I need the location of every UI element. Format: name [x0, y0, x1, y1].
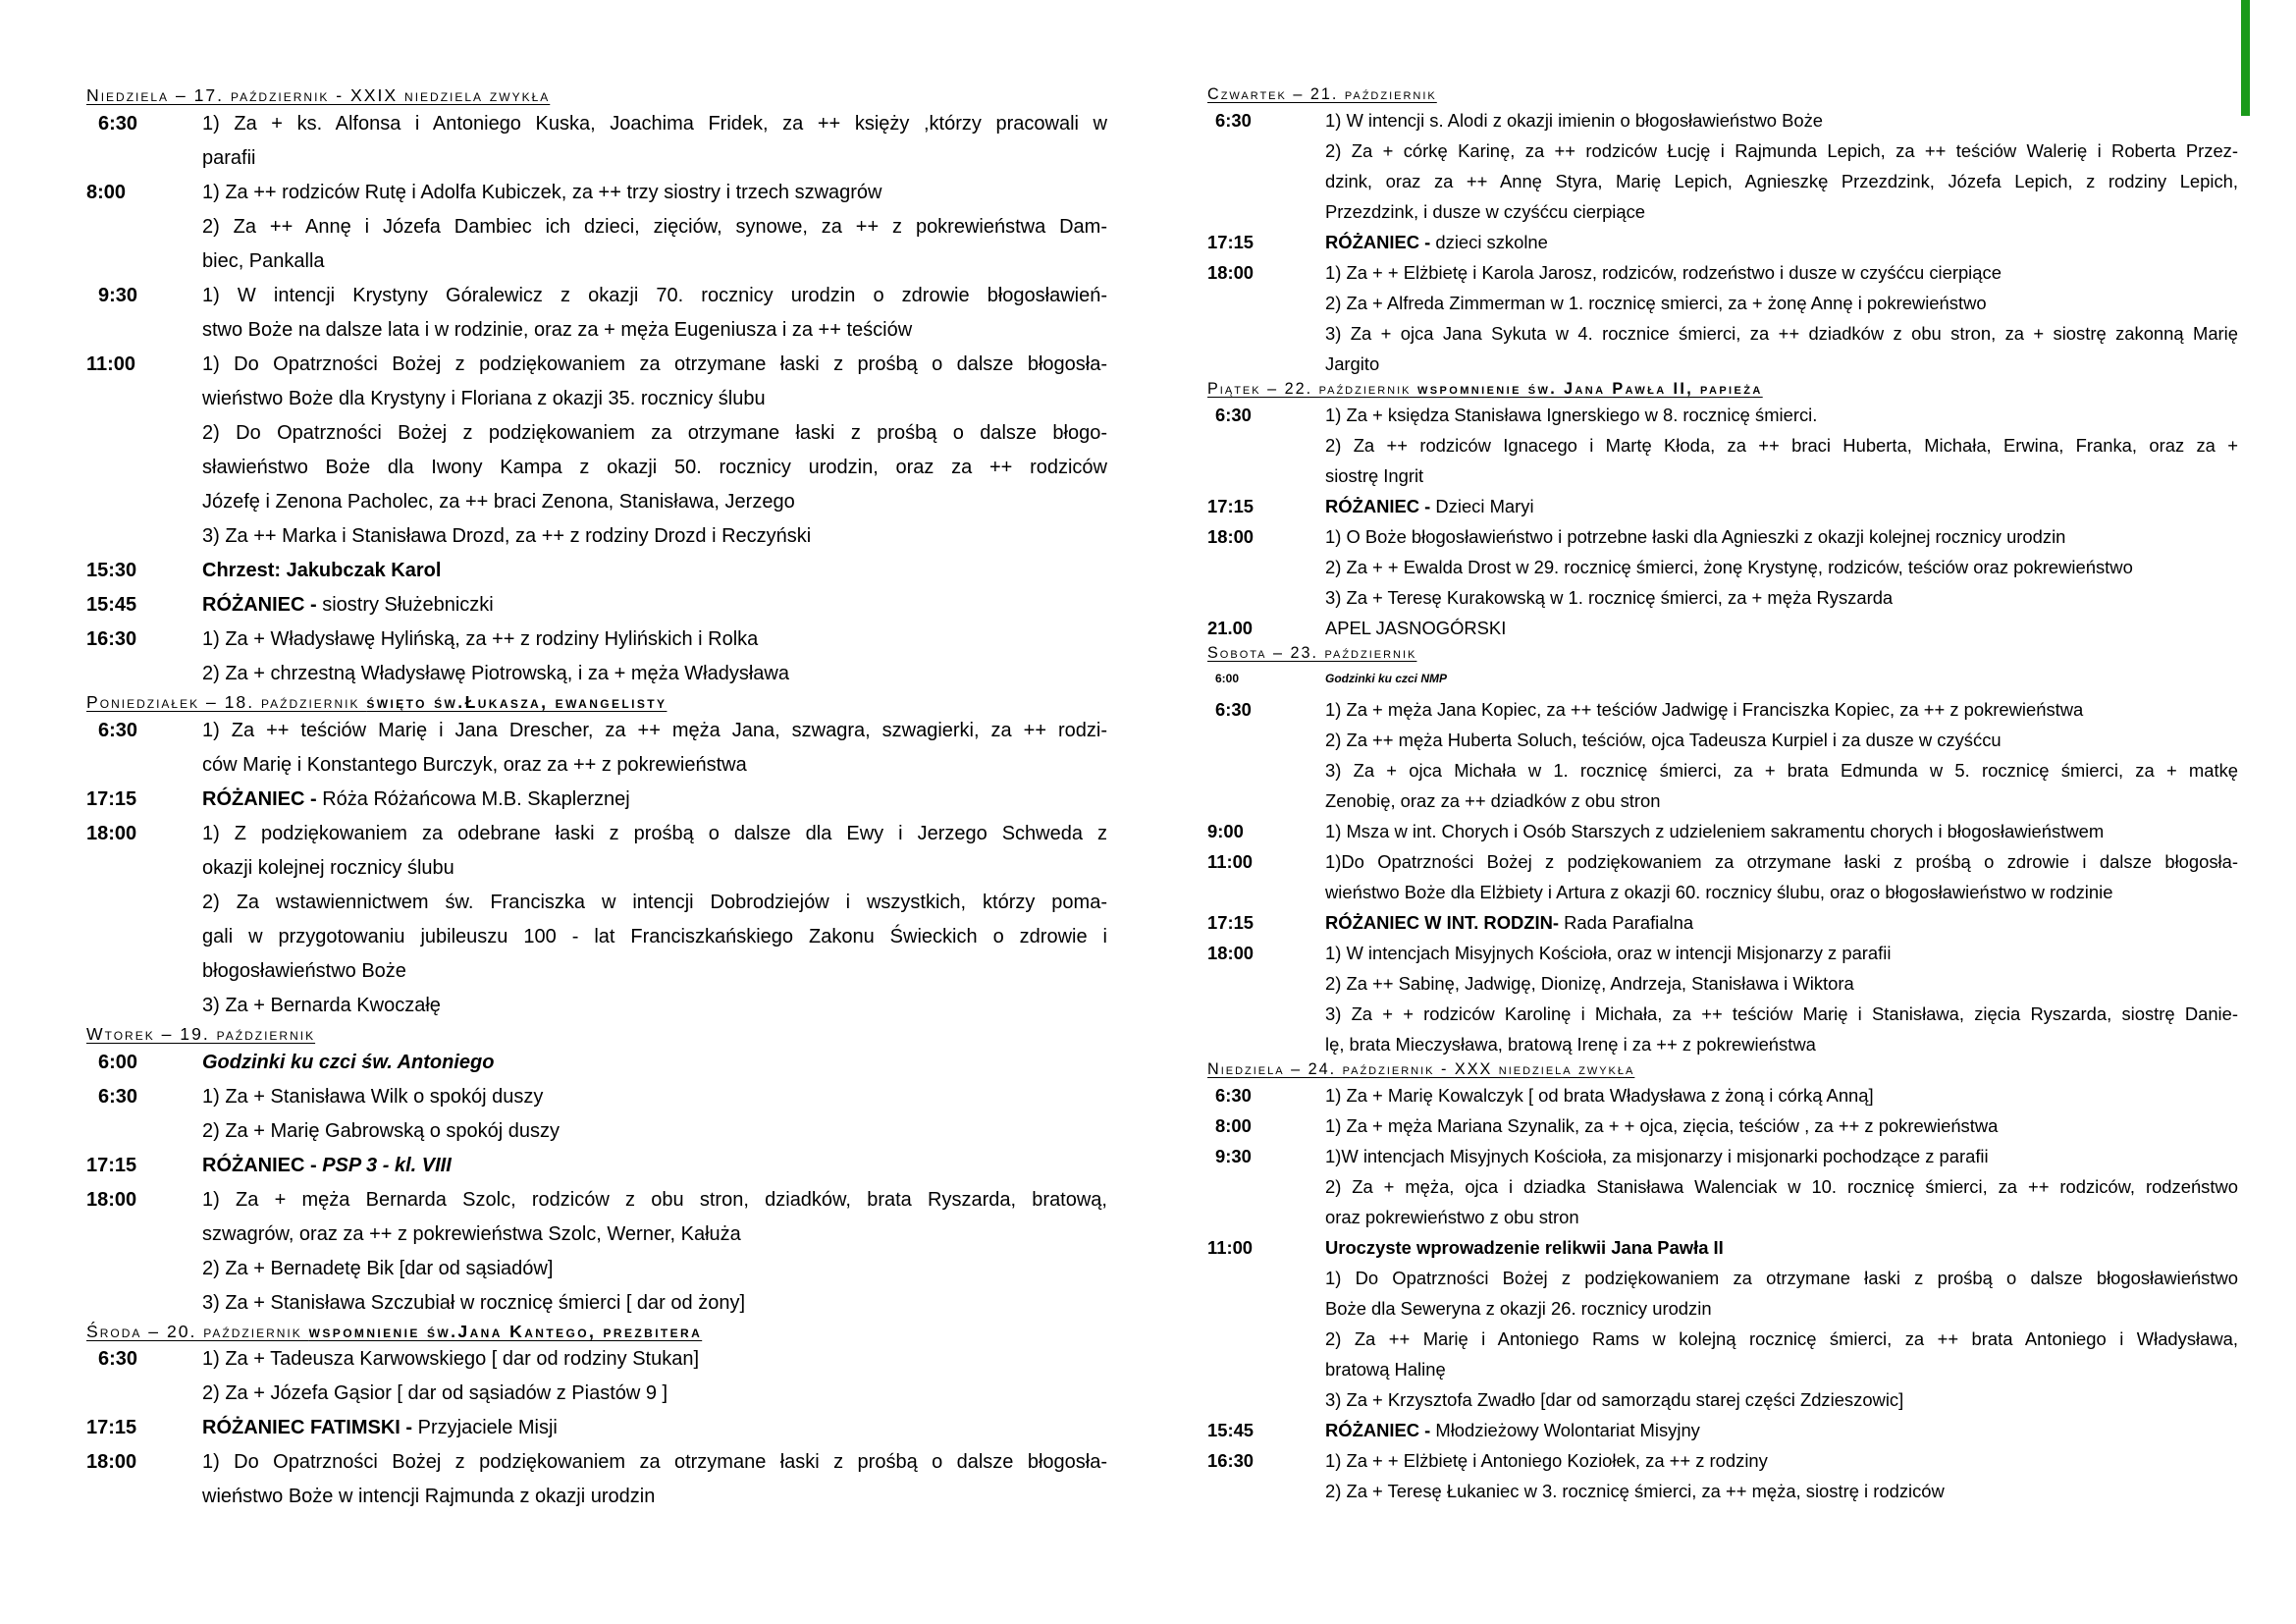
intention-line: 1) W intencji Krystyny Góralewicz z okazji 70. rocznicy urodzin o zdrowie błogosławień-	[202, 284, 1107, 306]
day-heading: Czwartek – 21. październik	[1207, 85, 1437, 103]
mass-time: 9:00	[1207, 821, 1244, 842]
mass-time: 6:30	[1215, 405, 1252, 426]
schedule-entry	[1207, 816, 2238, 846]
intention-line: 1) Z podziękowaniem za odebrane łaski z prośbą o dalsze dla Ewy i Jerzego Schweda z	[202, 822, 1107, 844]
event-title: RÓŻANIEC -	[202, 1154, 323, 1176]
mass-time: 17:15	[1207, 496, 1255, 517]
intention-line: bratową Halinę	[1325, 1359, 1446, 1380]
intention-line: 2) Za + córkę Karinę, za ++ rodziców Łucję i Rajmunda Lepich, za ++ teściów Walerię i Roberta Przez-	[1325, 140, 2238, 162]
intention-line: błogosławieństwo Boże	[202, 959, 406, 982]
intentions	[1325, 491, 2238, 521]
left-column	[86, 84, 1107, 1514]
intention-line: 1) Do Opatrzności Bożej z podziękowaniem za otrzymane łaski z prośbą o dalsze błogosła-	[202, 352, 1107, 375]
intention-line: Józefę i Zenona Pacholec, za ++ braci Zenona, Stanisława, Jerzego	[202, 490, 795, 513]
feast-name: wspomnienie św. Jana Pawła II, papieża	[1417, 380, 1763, 399]
intention-line: parafii	[202, 146, 256, 169]
intentions	[1325, 907, 2238, 938]
mass-time: 17:15	[86, 787, 137, 810]
schedule-entry	[1207, 257, 2238, 379]
intention-line: 3) Za + Stanisława Szczubiał w rocznicę śmierci [ dar od żony]	[202, 1291, 745, 1314]
intentions	[1325, 1080, 2238, 1110]
intention-line: 1) Za + Marię Kowalczyk [ od brata Władysława z żoną i córką Anną]	[1325, 1085, 1874, 1107]
day-heading: Sobota – 23. październik	[1207, 644, 1417, 663]
mass-time: 11:00	[1207, 851, 1254, 873]
intention-line: gali w przygotowaniu jubileuszu 100 - lat Franciszkańskiego Zakonu Świeckich o zdrowie i	[202, 925, 1107, 947]
schedule-entry	[1207, 1415, 2238, 1445]
mass-time: 15:30	[86, 559, 137, 581]
intention-line: 1) Za + Tadeusza Karwowskiego [ dar od rodziny Stukan]	[202, 1348, 700, 1371]
mass-time: 6:30	[1215, 1085, 1252, 1107]
intention-line: RÓŻANIEC FATIMSKI - Przyjaciele Misji	[202, 1417, 558, 1439]
mass-time: 17:15	[1207, 232, 1255, 253]
schedule-entry	[86, 107, 1107, 176]
intentions	[1325, 400, 2238, 491]
mass-time: 18:00	[1207, 262, 1255, 284]
event-title: RÓŻANIEC -	[202, 787, 323, 810]
intention-line: 2) Za wstawiennictwem św. Franciszka w intencji Dobrodziejów i wszystkich, którzy poma-	[202, 891, 1107, 913]
schedule-entry	[86, 714, 1107, 783]
intention-line: 2) Za ++ Marię i Antoniego Rams w kolejną rocznicę śmierci, za ++ brata Antoniego i Władysława,	[1325, 1328, 2238, 1350]
intention-line: 2) Za + męża, ojca i dziadka Stanisława Walenciak w 10. rocznicę śmierci, za ++ rodziców, rodzeństwo	[1325, 1176, 2238, 1198]
intentions	[202, 348, 1107, 554]
mass-time: 6:30	[98, 1085, 138, 1108]
intention-line: Przezdzink, i dusze w czyśćcu cierpiące	[1325, 201, 1646, 223]
schedule-entry	[86, 1046, 1107, 1080]
intention-line	[202, 1046, 1107, 1080]
intention-line: 1) Za + + Elżbietę i Karola Jarosz, rodziców, rodzeństwo i dusze w czyśćcu cierpiące	[1325, 262, 2002, 284]
intention-line: 2) Za + chrzestną Władysławę Piotrowską, i za + męża Władysława	[202, 662, 789, 684]
intention-line: wieństwo Boże dla Elżbiety i Artura z okazji 60. rocznicy ślubu, oraz o błogosławieństwo w rodzinie	[1325, 882, 2113, 903]
intention-line: 1) Za + księdza Stanisława Ignerskiego w 8. rocznicę śmierci.	[1325, 405, 1818, 426]
mass-time: 11:00	[1207, 1237, 1254, 1259]
schedule-entry	[86, 1342, 1107, 1411]
intention-line: 3) Za + Krzysztofa Zwadło [dar od samorządu starej części Zdzieszowic]	[1325, 1389, 1904, 1411]
intention-line: 3) Za ++ Marka i Stanisława Drozd, za ++ z rodziny Drozd i Reczyński	[202, 524, 812, 547]
intention-line: dzink, oraz za ++ Annę Styra, Marię Lepich, Agnieszkę Przezdzink, Józefa Lepich, z rodziny Lepich,	[1325, 171, 2238, 192]
intention-line: RÓŻANIEC - Dzieci Maryi	[1325, 496, 1534, 517]
mass-time: 9:30	[1215, 1146, 1252, 1167]
intention-line: 2) Za ++ rodziców Ignacego i Martę Kłoda, za ++ braci Huberta, Michała, Erwina, Franka, oraz za +	[1325, 435, 2238, 457]
schedule-entry	[1207, 907, 2238, 938]
mass-time: 6:00	[1215, 672, 1240, 686]
schedule-entry	[86, 817, 1107, 1023]
intentions	[202, 783, 1107, 817]
intentions	[202, 1080, 1107, 1149]
schedule-entry	[1207, 664, 2238, 694]
schedule-entry	[1207, 521, 2238, 613]
intention-line: RÓŻANIEC - Młodzieżowy Wolontariat Misyjny	[1325, 1420, 1700, 1441]
intention-line: 2) Za + Teresę Łukaniec w 3. rocznicę śmierci, za ++ męża, siostrę i rodziców	[1325, 1481, 1945, 1502]
intention-line: 1) Do Opatrzności Bożej z podziękowaniem za otrzymane łaski z prośbą o dalsze błogosławieństwo	[1325, 1268, 2238, 1289]
schedule-entry	[1207, 846, 2238, 907]
schedule-entry	[86, 279, 1107, 348]
intentions	[202, 1411, 1107, 1445]
mass-time: 18:00	[86, 822, 137, 844]
intentions	[202, 107, 1107, 176]
schedule-entry	[1207, 613, 2238, 643]
mass-time: 18:00	[86, 1188, 137, 1211]
mass-time: 21.00	[1207, 618, 1254, 639]
intention-line: sławieństwo Boże dla Iwony Kampa z okazji 50. rocznicy urodzin, oraz za ++ rodziców	[202, 456, 1107, 478]
intention-line: 1)W intencjach Misyjnych Kościoła, za misjonarzy i misjonarki pochodzące z parafii	[1325, 1146, 1989, 1167]
mass-time: 8:00	[86, 181, 127, 203]
intentions	[1325, 694, 2238, 816]
mass-time: 6:30	[1215, 699, 1252, 721]
intentions	[202, 588, 1107, 623]
intentions	[1325, 1141, 2238, 1232]
intention-line: 1) Za + męża Jana Kopiec, za ++ teściów Jadwigę i Franciszka Kopiec, za ++ z pokrewieństwa	[1325, 699, 2084, 721]
intention-line: 2) Do Opatrzności Bożej z podziękowaniem za otrzymane łaski z prośbą o dalsze błogo-	[202, 421, 1107, 444]
mass-time: 18:00	[86, 1451, 137, 1474]
intention-line: ców Marię i Konstantego Burczyk, oraz za ++ z pokrewieństwa	[202, 753, 747, 776]
schedule-entry	[1207, 400, 2238, 491]
event-title: RÓŻANIEC FATIMSKI -	[202, 1417, 418, 1439]
event-title: Uroczyste wprowadzenie relikwii Jana Pawła II	[1325, 1237, 1724, 1259]
schedule-entry	[86, 554, 1107, 588]
intention-line: 2) Za ++ Sabinę, Jadwigę, Dionizę, Andrzeja, Stanisława i Wiktora	[1325, 973, 1854, 995]
intentions	[1325, 938, 2238, 1059]
intention-line: 1) Za ++ rodziców Rutę i Adolfa Kubiczek, za ++ trzy siostry i trzech szwagrów	[202, 181, 882, 203]
intention-line: 1) Do Opatrzności Bożej z podziękowaniem za otrzymane łaski z prośbą o dalsze błogosła-	[202, 1451, 1107, 1474]
schedule-entry	[86, 588, 1107, 623]
intention-line: stwo Boże na dalsze lata i w rodzinie, oraz za + męża Eugeniusza i za ++ teściów	[202, 318, 913, 341]
intention-line: 1) Za + męża Mariana Szynalik, za + + ojca, zięcia, teściów , za ++ z pokrewieństwa	[1325, 1115, 1999, 1137]
mass-time: 16:30	[86, 627, 137, 650]
schedule-entry	[1207, 1445, 2238, 1506]
intentions	[1325, 816, 2238, 846]
schedule-entry	[86, 1080, 1107, 1149]
intention-line: 2) Za + Marię Gabrowską o spokój duszy	[202, 1119, 561, 1142]
intention-line: 2) Za + Józefa Gąsior [ dar od sąsiadów z Piastów 9 ]	[202, 1382, 668, 1405]
green-margin-bar	[2241, 0, 2250, 116]
schedule-entry	[1207, 227, 2238, 257]
schedule-entry	[1207, 1232, 2238, 1415]
intention-line: wieństwo Boże dla Krystyny i Floriana z okazji 35. rocznicy ślubu	[202, 387, 766, 409]
intention-line: 2) Za + + Ewalda Drost w 29. rocznicę śmierci, żonę Krystynę, rodziców, teściów oraz pokrewieństwo	[1325, 557, 2133, 578]
intention-line: RÓŻANIEC W INT. RODZIN- Rada Parafialna	[1325, 912, 1694, 934]
intention-line	[202, 1149, 1107, 1183]
intentions	[202, 1342, 1107, 1411]
event-title: RÓŻANIEC W INT. RODZIN-	[1325, 912, 1565, 934]
intentions	[1325, 105, 2238, 227]
intention-line: RÓŻANIEC - dzieci szkolne	[1325, 232, 1548, 253]
schedule-entry	[1207, 1080, 2238, 1110]
schedule-entry	[86, 176, 1107, 279]
event-title: RÓŻANIEC -	[1325, 1420, 1436, 1441]
intention-line: Boże dla Seweryna z okazji 26. rocznicy urodzin	[1325, 1298, 1712, 1320]
intention-line: lę, brata Mieczysława, bratową Irenę i za ++ z pokrewieństwa	[1325, 1034, 1816, 1056]
mass-time: 8:00	[1215, 1115, 1252, 1137]
intention-line: 3) Za + Teresę Kurakowską w 1. rocznicę śmierci, za + męża Ryszarda	[1325, 587, 1894, 609]
day-heading: Niedziela – 17. październik - XXIX niedziela zwykła	[86, 85, 551, 105]
mass-time: 17:15	[1207, 912, 1255, 934]
mass-time: 18:00	[1207, 526, 1255, 548]
intention-line: 1) Za + Władysławę Hylińską, za ++ z rodziny Hylińskich i Rolka	[202, 627, 759, 650]
feast-name: święto św.Łukasza, ewangelisty	[366, 691, 667, 712]
intention-line: RÓŻANIEC - Róża Różańcowa M.B. Skaplerznej	[202, 787, 630, 810]
intention-line: 2) Za + Bernadetę Bik [dar od sąsiadów]	[202, 1257, 554, 1279]
intentions	[202, 279, 1107, 348]
event-title: RÓŻANIEC -	[1325, 232, 1436, 253]
intention-line: APEL JASNOGÓRSKI	[1325, 618, 1507, 639]
intention-line: 1) Msza w int. Chorych i Osób Starszych z udzieleniem sakramentu chorych i błogosławieństwem	[1325, 821, 2105, 842]
event-group: PSP 3 - kl. VIII	[322, 1154, 452, 1176]
schedule-entry	[1207, 694, 2238, 816]
right-column	[1207, 84, 2238, 1506]
intentions	[1325, 1445, 2238, 1506]
intention-line: oraz pokrewieństwo z obu stron	[1325, 1207, 1579, 1228]
mass-time: 9:30	[98, 284, 138, 306]
schedule-entry	[1207, 491, 2238, 521]
intentions	[202, 1183, 1107, 1321]
mass-time: 11:00	[86, 352, 136, 375]
intention-line: 2) Za ++ męża Huberta Soluch, teściów, ojca Tadeusza Kurpiel i za dusze w czyśćcu	[1325, 730, 2002, 751]
intention-line: 1) W intencjach Misyjnych Kościoła, oraz w intencji Misjonarzy z parafii	[1325, 943, 1892, 964]
mass-time: 18:00	[1207, 943, 1255, 964]
schedule-entry	[86, 1445, 1107, 1514]
mass-time: 6:30	[98, 112, 138, 135]
schedule-entry	[86, 348, 1107, 554]
schedule-entry	[1207, 1141, 2238, 1232]
mass-time: 6:30	[98, 719, 138, 741]
intentions	[1325, 257, 2238, 379]
intention-line: RÓŻANIEC - siostry Służebniczki	[202, 593, 494, 616]
intention-line: wieństwo Boże w intencji Rajmunda z okazji urodzin	[202, 1486, 656, 1508]
schedule-entry	[1207, 938, 2238, 1059]
intention-line: Godzinki ku czci NMP	[1325, 672, 1448, 686]
day-heading: Wtorek – 19. październik	[86, 1023, 316, 1044]
intentions	[1325, 846, 2238, 907]
mass-time: 15:45	[86, 593, 137, 616]
event-title: Godzinki ku czci św. Antoniego	[202, 1051, 495, 1073]
intention-line: 1) Za + męża Bernarda Szolc, rodziców z obu stron, dziadków, brata Ryszarda, bratową,	[202, 1188, 1107, 1211]
day-heading: Piątek – 22. październik wspomnienie św. Jana Pawła II, papieża	[1207, 380, 1763, 399]
event-title: RÓŻANIEC -	[1325, 496, 1436, 517]
intentions	[202, 714, 1107, 783]
mass-time: 15:45	[1207, 1420, 1255, 1441]
intention-line: 3) Za + ojca Michała w 1. rocznicę śmierci, za + brata Edmunda w 5. rocznicę śmierci, za + matkę	[1325, 760, 2238, 782]
schedule-entry	[86, 623, 1107, 691]
schedule-entry	[1207, 1110, 2238, 1141]
intentions	[1325, 1415, 2238, 1445]
schedule-entry	[86, 1183, 1107, 1321]
intentions	[1325, 1232, 2238, 1415]
intention-line: 2) Za + Alfreda Zimmerman w 1. rocznicę smierci, za + żonę Annę i pokrewieństwo	[1325, 293, 1987, 314]
mass-time: 6:00	[98, 1051, 138, 1073]
intention-line: 1) W intencji s. Alodi z okazji imienin o błogosławieństwo Boże	[1325, 110, 1823, 132]
mass-time: 17:15	[86, 1417, 137, 1439]
schedule-entry	[86, 783, 1107, 817]
day-heading: Poniedziałek – 18. październik święto św.Łukasza, ewangelisty	[86, 691, 667, 712]
schedule-entry	[1207, 105, 2238, 227]
mass-time: 17:15	[86, 1154, 137, 1176]
intention-line: 2) Za ++ Annę i Józefa Dambiec ich dzieci, zięciów, synowe, za ++ z pokrewieństwa Dam-	[202, 215, 1107, 238]
intentions	[1325, 613, 2238, 643]
intentions	[202, 1445, 1107, 1514]
intention-line: 3) Za + Bernarda Kwoczałę	[202, 994, 441, 1016]
day-heading: Niedziela – 24. październik - XXX niedziela zwykła	[1207, 1060, 1635, 1079]
intentions	[202, 1046, 1107, 1080]
event-title: RÓŻANIEC -	[202, 593, 323, 616]
intention-line: szwagrów, oraz za ++ z pokrewieństwa Szolc, Werner, Kałuża	[202, 1222, 741, 1245]
intention-line: biec, Pankalla	[202, 249, 325, 272]
day-heading: Środa – 20. październik wspomnienie św.Jana Kantego, prezbitera	[86, 1321, 703, 1341]
intention-line: 3) Za + + rodziców Karolinę i Michała, za ++ teściów Marię i Stanisława, zięcia Ryszarda, siostrę Danie-	[1325, 1003, 2238, 1025]
mass-time: 6:30	[1215, 110, 1252, 132]
intention-line: 3) Za + ojca Jana Sykuta w 4. rocznice śmierci, za ++ dziadków z obu stron, za + siostrę zakonną Marię	[1325, 323, 2238, 345]
mass-time: 16:30	[1207, 1450, 1255, 1472]
intention-line: 1) O Boże błogosławieństwo i potrzebne łaski dla Agnieszki z okazji kolejnej rocznicy urodzin	[1325, 526, 2066, 548]
schedule-entry	[86, 1149, 1107, 1183]
mass-time: 6:30	[98, 1348, 138, 1371]
intention-line: okazji kolejnej rocznicy ślubu	[202, 856, 454, 879]
intentions	[202, 176, 1107, 279]
intention-line: 1) Za + ks. Alfonsa i Antoniego Kuska, Joachima Fridek, za ++ księży ,którzy pracowali w	[202, 112, 1107, 135]
intention-line: 1)Do Opatrzności Bożej z podziękowaniem za otrzymane łaski z prośbą o zdrowie i dalsze błogosła-	[1325, 851, 2238, 873]
intentions	[202, 1149, 1107, 1183]
intentions	[202, 817, 1107, 1023]
intentions	[1325, 227, 2238, 257]
intention-line: 1) Za + Stanisława Wilk o spokój duszy	[202, 1085, 544, 1108]
intention-line: Jargito	[1325, 353, 1380, 375]
intention-line: 1) Za ++ teściów Marię i Jana Drescher, za ++ męża Jana, szwagra, szwagierki, za ++ rodzi-	[202, 719, 1107, 741]
intention-line: siostrę Ingrit	[1325, 465, 1424, 487]
intentions	[1325, 521, 2238, 613]
intention-line: Zenobię, oraz za ++ dziadków z obu stron	[1325, 790, 1661, 812]
intentions	[1325, 1110, 2238, 1141]
schedule-entry	[86, 1411, 1107, 1445]
intentions	[1325, 664, 2238, 694]
feast-name: wspomnienie św.Jana Kantego, prezbitera	[308, 1321, 703, 1341]
event-title: Chrzest: Jakubczak Karol	[202, 559, 442, 581]
intention-line: 1) Za + + Elżbietę i Antoniego Koziołek, za ++ z rodziny	[1325, 1450, 1768, 1472]
intentions	[202, 623, 1107, 691]
intentions	[202, 554, 1107, 588]
